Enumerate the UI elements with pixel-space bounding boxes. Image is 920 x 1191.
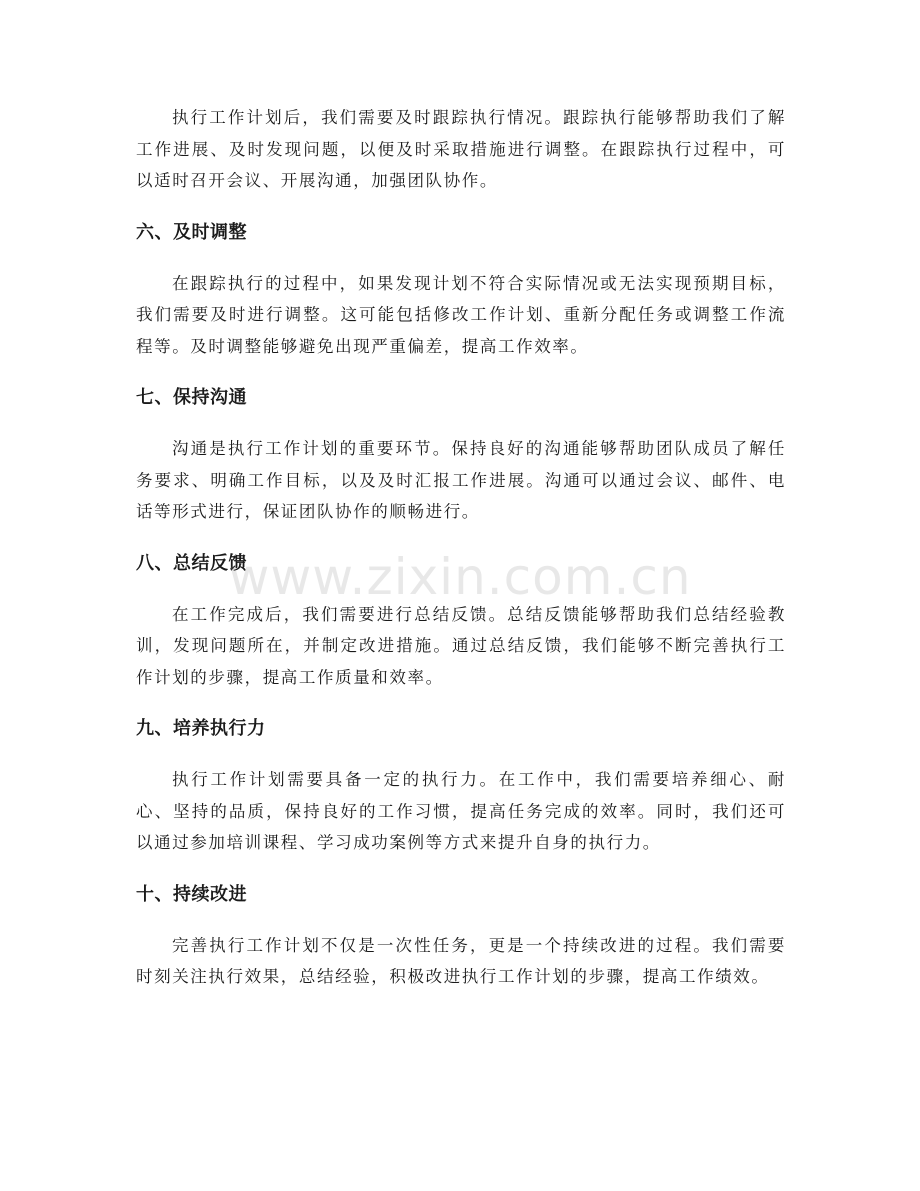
paragraph-improvement: 完善执行工作计划不仅是一次性任务，更是一个持续改进的过程。我们需要时刻关注执行效果，总结经验，积极改进执行工作计划的步骤，提高工作绩效。 [136,935,786,986]
heading-improvement: 十、持续改进 [136,883,247,905]
heading-adjust: 六、及时调整 [136,221,247,243]
heading-feedback: 八、总结反馈 [136,552,247,574]
heading-communication: 七、保持沟通 [136,387,247,408]
watermark: www.zixin.com.cn [228,548,692,606]
paragraph-communication: 沟通是执行工作计划的重要环节。保持良好的沟通能够帮助团队成员了解任务要求、明确工作目标，以及及时汇报工作进展。沟通可以通过会议、邮件、电话等形式进行，保证团队协作的顺畅进行。 [136,439,786,521]
paragraph-execution: 执行工作计划需要具备一定的执行力。在工作中，我们需要培养细心、耐心、坚持的品质，保持良好的工作习惯，提高任务完成的效率。同时，我们还可以通过参加培训课程、学习成功案例等方式来提升自身的执行力。 [136,770,786,852]
heading-execution: 九、培养执行力 [136,718,266,739]
paragraph-feedback: 在工作完成后，我们需要进行总结反馈。总结反馈能够帮助我们总结经验教训，发现问题所在，并制定改进措施。通过总结反馈，我们能够不断完善执行工作计划的步骤，提高工作质量和效率。 [136,604,786,687]
paragraph-tracking: 执行工作计划后，我们需要及时跟踪执行情况。跟踪执行能够帮助我们了解工作进展、及时发现问题，以便及时采取措施进行调整。在跟踪执行过程中，可以适时召开会议、开展沟通，加强团队协作。 [136,108,786,190]
document-content [136,102,786,993]
paragraph-adjust: 在跟踪执行的过程中，如果发现计划不符合实际情况或无法实现预期目标，我们需要及时进行调整。这可能包括修改工作计划、重新分配任务或调整工作流程等。及时调整能够避免出现严重偏差，提高工作效率。 [136,273,786,356]
